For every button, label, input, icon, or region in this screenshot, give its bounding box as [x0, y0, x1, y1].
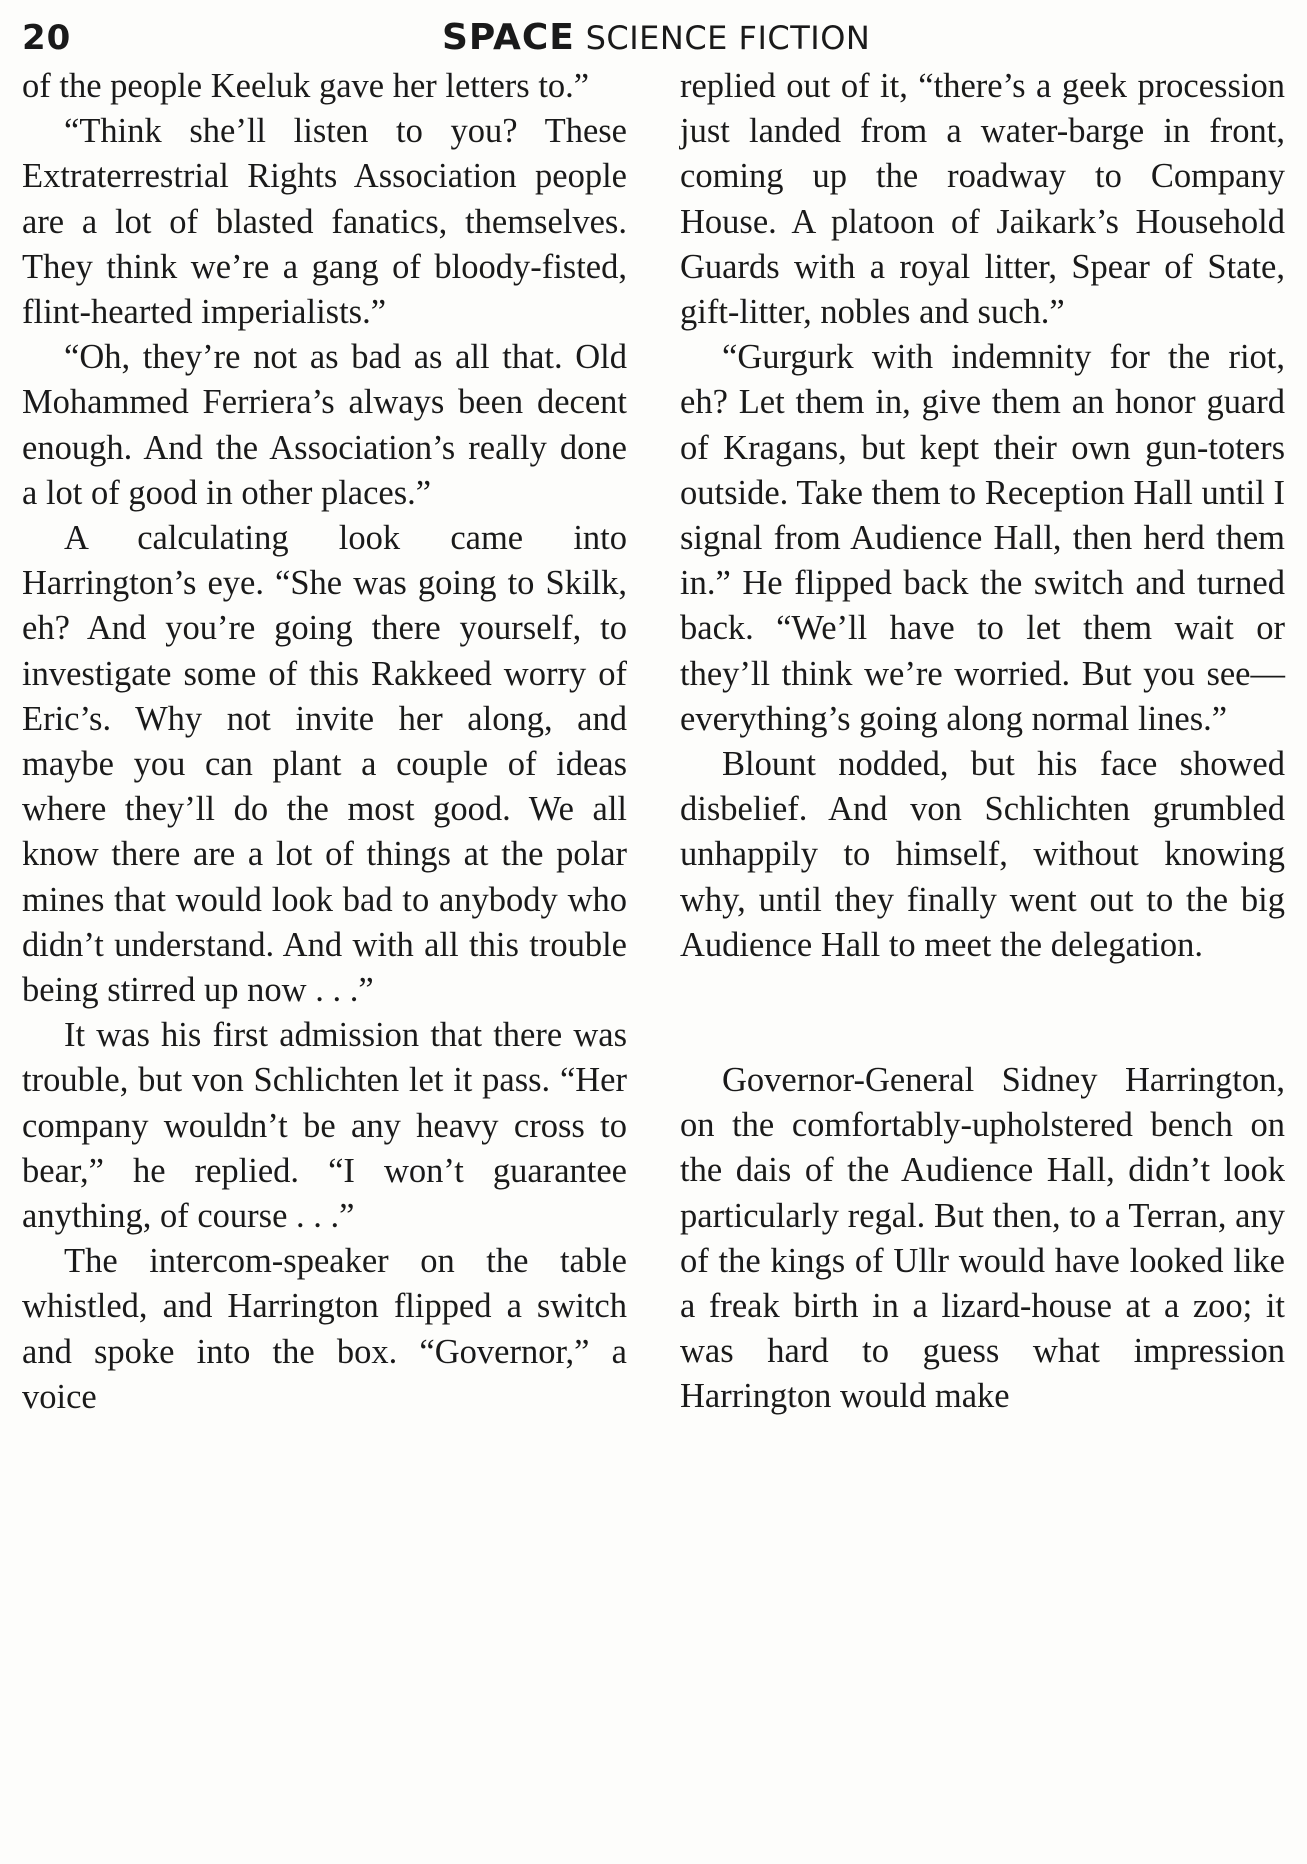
page-header	[22, 12, 1284, 64]
paragraph: replied out of it, “there’s a geek procession just landed from a water-barge in front, coming up the roadway to Company House. A platoon of Jaikark’s Household Guards with a royal litter, Spear of State, gift-litter, nobles and such.”	[680, 67, 1285, 332]
paragraph-section-start: Governor-General Sidney Harrington, on the comfortably-upholstered bench on the dais of the Audience Hall, didn’t look particularly regal. But then, to a Terran, any of the kings of Ullr would have looked like a freak birth in a lizard-house at a zoo; it was hard to guess what impression Harrington would make	[680, 1061, 1285, 1416]
paragraph: A calculating look came into Harrington’s eye. “She was going to Skilk, eh? And you’re going there yourself, to investigate some of this Rakkeed worry of Eric’s. Why not invite her along, and maybe you can plant a couple of ideas where they’ll do the most good. We all know there are a lot of things at the polar mines that would look bad to anybody who didn’t understand. And with all this trouble being stirred up now . . .”	[22, 519, 627, 1010]
running-head	[442, 16, 870, 60]
right-column	[680, 64, 1285, 1420]
paragraph: “Oh, they’re not as bad as all that. Old Mohammed Ferriera’s always been decent enough. And the Association’s really done a lot of good in other places.”	[22, 338, 627, 512]
paragraph: “Gurgurk with indemnity for the riot, eh? Let them in, give them an honor guard of Kragans, but kept their own gun-toters outside. Take them to Reception Hall until I signal from Audience Hall, then herd them in.” He flipped back the switch and turned back. “We’ll have to let them wait or they’ll think we’re worried. But you see—everything’s going along normal lines.”	[680, 338, 1285, 738]
paragraph: It was his first admission that there was trouble, but von Schlichten let it pass. “Her company wouldn’t be any heavy cross to bear,” he replied. “I won’t guarantee anything, of course . . .”	[22, 1016, 627, 1236]
magazine-title-rest: SCIENCE FICTION	[585, 19, 871, 57]
left-column	[22, 64, 627, 1420]
paragraph: “Think she’ll listen to you? These Extraterrestrial Rights Association people are a lot of blasted fanatics, themselves. They think we’re a gang of bloody-fisted, flint-hearted imperialists.”	[22, 112, 627, 332]
paragraph: Blount nodded, but his face showed disbelief. And von Schlichten grumbled unhappily to himself, without knowing why, until they finally went out to the big Audience Hall to meet the delegation.	[680, 745, 1285, 964]
page-number: 20	[22, 18, 72, 58]
paragraph: of the people Keeluk gave her letters to.”	[22, 67, 590, 105]
magazine-title-bold: SPACE	[442, 17, 575, 58]
paragraph: The intercom-speaker on the table whistled, and Harrington flipped a switch and spoke into the box. “Governor,” a voice	[22, 1242, 627, 1416]
